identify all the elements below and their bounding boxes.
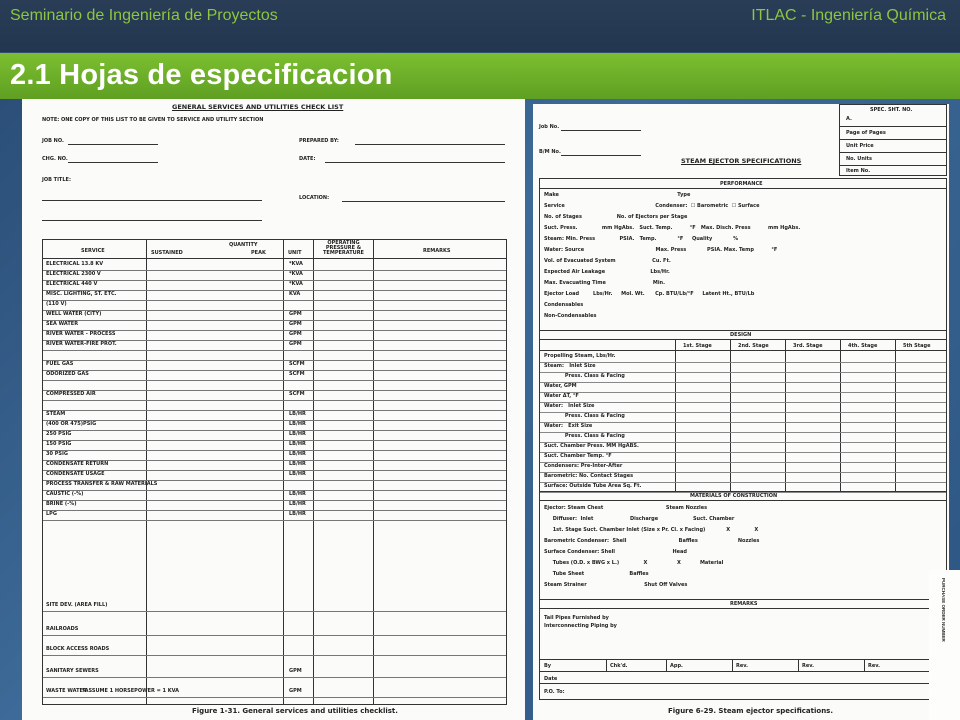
spec-no: SPEC. SHT. NO. (870, 107, 913, 113)
row-unit: LB/HR (289, 421, 306, 427)
sign-label: By (544, 663, 552, 669)
performance-line: Expected Air Leakage Lbs/Hr. (544, 269, 670, 275)
row-service: ELECTRICAL 13.8 KV (46, 261, 104, 267)
table-row-line (43, 310, 506, 311)
sign-label: Rev. (868, 663, 880, 669)
sign-label: App. (670, 663, 683, 669)
institution-name: ITLAC - Ingeniería Química (751, 7, 946, 24)
table-row-line (43, 510, 506, 511)
performance-line: No. of Stages No. of Ejectors per Stage (544, 214, 688, 220)
table-row-line (43, 635, 506, 636)
material-line: Surface Condenser: Shell Head (544, 549, 687, 555)
doc1-chg-no: CHG. NO. (42, 156, 68, 162)
row-unit: GPM (289, 688, 302, 694)
row-service: 150 PSIG (46, 441, 72, 447)
table-row-line (43, 520, 506, 521)
sign-divider (798, 659, 799, 671)
row-service: MISC. LIGHTING, ST. ETC. (46, 291, 117, 297)
material-line: 1st. Stage Suct. Chamber Inlet (Size x Pr. Cl. x Facing) X X (544, 527, 759, 533)
po-to-label: P.O. To: (544, 689, 565, 695)
col-remarks: REMARKS (423, 248, 451, 254)
row-unit: LB/HR (289, 411, 306, 417)
performance-line: Make Type (544, 192, 691, 198)
performance-line: Steam: Min. Press PSIA. Temp. °F Quality % (544, 236, 739, 242)
table-row-line (43, 280, 506, 281)
design-heading: DESIGN (730, 332, 752, 338)
slide-title: 2.1 Hojas de especificacion (10, 59, 393, 91)
stage-header: 3rd. Stage (793, 343, 823, 349)
spec-form (539, 178, 947, 700)
row-service: ELECTRICAL 440 V (46, 281, 98, 287)
row-service: LPG (46, 511, 57, 517)
material-line: Tube Sheet Baffles (544, 571, 649, 577)
performance-line: Ejector Load Lbs/Hr. Mol. Wt. Cp. BTU/Lb/°F Latent Ht., BTU/Lb (544, 291, 755, 297)
design-row: Water: Inlet Size (544, 403, 595, 409)
performance-line: Water: Source Max. Press PSIA. Max. Temp °F (544, 247, 778, 253)
row-service: PROCESS TRANSFER & RAW MATERIALS (46, 481, 158, 487)
row-unit: GPM (289, 341, 302, 347)
table-row-line (43, 697, 506, 698)
row-unit: KVA (289, 291, 301, 297)
stage-header: 4th. Stage (848, 343, 878, 349)
row-unit: LB/HR (289, 501, 306, 507)
doc1-footnote: *ASSUME 1 HORSEPOWER = 1 KVA (82, 688, 180, 694)
material-line: Ejector: Steam Chest Steam Nozzles (544, 505, 708, 511)
design-row: Steam: Inlet Size (544, 363, 596, 369)
materials-heading: MATERIALS OF CONSTRUCTION (690, 493, 778, 499)
row-unit: SCFM (289, 371, 305, 377)
row-service: CAUSTIC (-%) (46, 491, 84, 497)
row-unit: SCFM (289, 391, 305, 397)
col-service: SERVICE (81, 248, 105, 254)
table-row-line (43, 430, 506, 431)
doc1-prepared-by: PREPARED BY: (299, 138, 339, 144)
row-service: COMPRESSED AIR (46, 391, 96, 397)
col-sustained: SUSTAINED (151, 250, 183, 256)
row-service: WASTE WATER (46, 688, 87, 694)
stage-header: 1st. Stage (683, 343, 712, 349)
remark-line-1: Tail Pipes Furnished by (544, 615, 609, 621)
doc1-location: LOCATION: (299, 195, 330, 201)
design-row-line (540, 422, 946, 423)
design-row-line (540, 362, 946, 363)
performance-line: Suct. Press. mm HgAbs. Suct. Temp. °F Max. Disch. Press mm HgAbs. (544, 225, 801, 231)
doc2-caption: Figure 6-29. Steam ejector specifications. (668, 707, 834, 715)
performance-line: Non-Condensables (544, 313, 597, 319)
row-service: ODORIZED GAS (46, 371, 89, 377)
table-row-line (43, 677, 506, 678)
row-unit: GPM (289, 668, 302, 674)
table-row-line (43, 440, 506, 441)
sign-divider (606, 659, 607, 671)
table-row-line (43, 611, 506, 612)
design-row: Condensers: Pre-Inter-After (544, 463, 623, 469)
stage-header: 2nd. Stage (738, 343, 769, 349)
row-unit: LB/HR (289, 461, 306, 467)
sign-label: Rev. (802, 663, 814, 669)
row-service: CONDENSATE USAGE (46, 471, 105, 477)
performance-line: Vol. of Evacuated System Cu. Ft. (544, 258, 671, 264)
row-unit: GPM (289, 331, 302, 337)
table-row-line (43, 390, 506, 391)
doc1-note: NOTE: ONE COPY OF THIS LIST TO BE GIVEN TO SERVICE AND UTILITY SECTION (42, 117, 264, 123)
utilities-checklist-document (22, 99, 525, 720)
row-service: ELECTRICAL 2300 V (46, 271, 101, 277)
row-unit: LB/HR (289, 441, 306, 447)
col-peak: PEAK (251, 250, 266, 256)
row-unit: LB/HR (289, 471, 306, 477)
material-line: Tubes (O.D. x BWG x L.) X X Material (544, 560, 724, 566)
design-row: Water: Exit Size (544, 423, 593, 429)
row-unit: *KVA (289, 271, 303, 277)
col-quantity: QUANTITY (229, 242, 258, 248)
row-service: (400 OR 475)PSIG (46, 421, 97, 427)
design-row: Press. Class & Facing (544, 433, 625, 439)
row-unit: LB/HR (289, 511, 306, 517)
purchase-order-stamp (929, 570, 960, 720)
table-row-line (43, 370, 506, 371)
material-line: Diffuser: Inlet Discharge Suct. Chamber (544, 516, 735, 522)
sign-divider (732, 659, 733, 671)
spec-no-units: No. Units (846, 156, 872, 162)
spec-info-box (839, 104, 947, 176)
spec-a: A. (846, 116, 852, 122)
row-service: FUEL GAS (46, 361, 74, 367)
doc1-job-title: JOB TITLE: (42, 177, 71, 183)
table-row-line (43, 300, 506, 301)
table-row-line (43, 500, 506, 501)
sign-divider (666, 659, 667, 671)
date-label: Date (544, 676, 558, 682)
row-unit: LB/HR (289, 451, 306, 457)
row-service: SEA WATER (46, 321, 79, 327)
stage-header: 5th Stage (903, 343, 931, 349)
row-unit: *KVA (289, 261, 303, 267)
spec-bm-no: B/M No. (539, 149, 561, 155)
spec-item-no: Item No. (846, 168, 871, 174)
table-row-line (43, 470, 506, 471)
col-unit: UNIT (288, 250, 302, 256)
table-row-line (43, 460, 506, 461)
row-unit: LB/HR (289, 431, 306, 437)
design-row: Surface: Outside Tube Area Sq. Ft. (544, 483, 642, 489)
row-service: CONDENSATE RETURN (46, 461, 109, 467)
title-bar (0, 53, 960, 99)
performance-heading: PERFORMANCE (720, 181, 763, 187)
row-service: RAILROADS (46, 626, 79, 632)
performance-line: Max. Evacuating Time Min. (544, 280, 666, 286)
spec-title: STEAM EJECTOR SPECIFICATIONS (681, 157, 802, 165)
utilities-table (42, 239, 507, 705)
table-row-line (43, 655, 506, 656)
stage-header-line (540, 350, 946, 351)
row-unit: *KVA (289, 281, 303, 287)
row-service: 250 PSIG (46, 431, 72, 437)
table-row-line (43, 450, 506, 451)
design-row-line (540, 392, 946, 393)
design-row: Press. Class & Facing (544, 413, 625, 419)
design-row: Water ΔT, °F (544, 393, 579, 399)
table-row-line (43, 270, 506, 271)
design-row: Water, GPM (544, 383, 577, 389)
remarks-heading: REMARKS (730, 601, 758, 607)
doc1-date: DATE: (299, 156, 316, 162)
row-unit: GPM (289, 321, 302, 327)
doc1-job-no: JOB NO. (42, 138, 64, 144)
slide-header-bar (0, 0, 960, 52)
row-service: RIVER WATER-FIRE PROT. (46, 341, 117, 347)
sign-label: Chk'd. (610, 663, 628, 669)
material-line: Barometric Condenser: Shell Baffles Nozzles (544, 538, 760, 544)
table-row-line (43, 380, 506, 381)
remark-line-2: Interconnecting Piping by (544, 623, 617, 629)
row-service: WELL WATER (CITY) (46, 311, 102, 317)
table-row-line (43, 410, 506, 411)
row-service: SITE DEV. (AREA FILL) (46, 602, 108, 608)
performance-line: Condensables (544, 302, 584, 308)
material-line: Steam Strainer Shut Off Valves (544, 582, 688, 588)
row-service: (110 V) (46, 301, 67, 307)
row-service: BLOCK ACCESS ROADS (46, 646, 110, 652)
table-row-line (43, 420, 506, 421)
spec-unit-price: Unit Price (846, 143, 874, 149)
design-row: Barometric: No. Contact Stages (544, 473, 634, 479)
sign-label: Rev. (736, 663, 748, 669)
performance-line: Service Condenser: ☐ Barometric ☐ Surface (544, 203, 760, 209)
design-row: Suct. Chamber Temp. °F (544, 453, 612, 459)
row-service: BRINE (-%) (46, 501, 77, 507)
design-row: Propelling Steam, Lbs/Hr. (544, 353, 616, 359)
sign-divider (864, 659, 865, 671)
row-unit: GPM (289, 311, 302, 317)
row-unit: SCFM (289, 361, 305, 367)
table-row-line (43, 350, 506, 351)
design-row-line (540, 382, 946, 383)
row-unit: LB/HR (289, 491, 306, 497)
design-row: Suct. Chamber Press. MM HgABS. (544, 443, 639, 449)
table-row-line (43, 360, 506, 361)
table-row-line (43, 490, 506, 491)
table-row-line (43, 320, 506, 321)
design-row-line (540, 402, 946, 403)
table-row-line (43, 400, 506, 401)
doc1-title: GENERAL SERVICES AND UTILITIES CHECK LIST (172, 103, 344, 111)
steam-ejector-spec-document (533, 104, 949, 720)
doc1-caption: Figure 1-31. General services and utilities checklist. (192, 707, 398, 715)
spec-page-of: Page of Pages (846, 130, 886, 136)
row-service: STEAM (46, 411, 66, 417)
row-service: RIVER WATER - PROCESS (46, 331, 116, 337)
row-service: SANITARY SEWERS (46, 668, 99, 674)
row-service: 30 PSIG (46, 451, 68, 457)
side-stamp-text: PURCHASE ORDER NUMBER (941, 578, 946, 642)
col-operating: OPERATING PRESSURE & TEMPERATURE (323, 240, 364, 256)
course-name: Seminario de Ingeniería de Proyectos (10, 7, 278, 24)
design-row: Press. Class & Facing (544, 373, 625, 379)
spec-job-no: Job No. (539, 124, 560, 130)
